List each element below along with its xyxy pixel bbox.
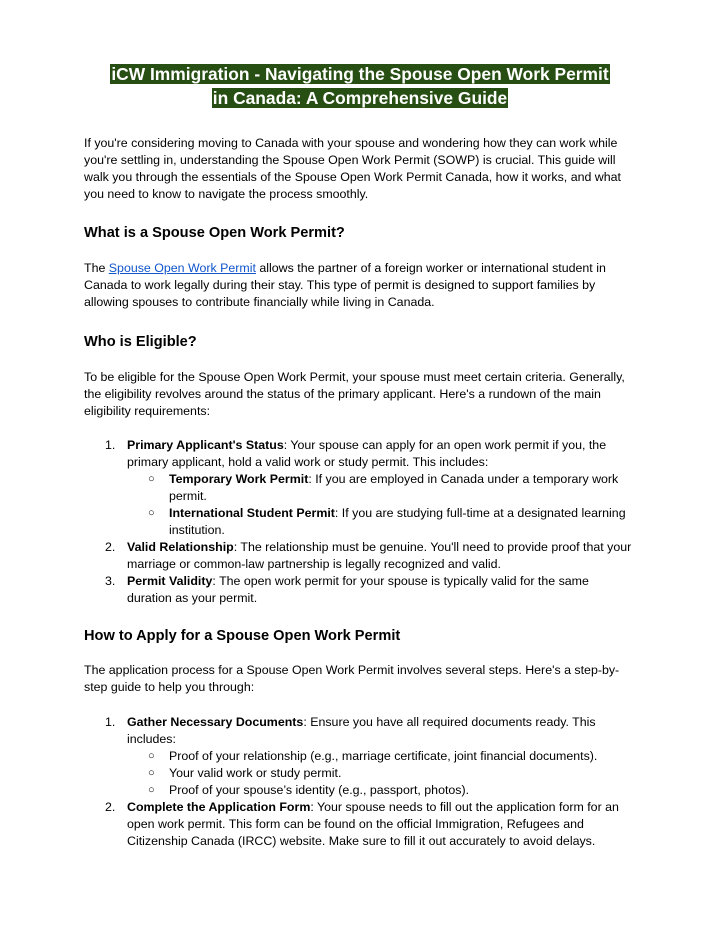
circle-bullet-icon: ○ <box>148 784 155 796</box>
sub-item-label: International Student Permit <box>169 506 335 520</box>
sub-list-item <box>127 471 636 505</box>
sub-list <box>127 748 636 799</box>
what-text-after: allows the partner of a foreign worker or international student in Canada to work legally during their stay. This type of permit is designed to support families by allowing spouses to contribute financially while living in Canada. <box>84 261 606 309</box>
list-number: 2. <box>105 540 116 554</box>
circle-bullet-icon: ○ <box>148 750 155 762</box>
list-item <box>84 539 636 573</box>
sub-list-item <box>127 748 636 765</box>
list-item <box>84 714 636 799</box>
sub-item-text: : If you are studying full-time at a designated learning institution. <box>169 506 626 537</box>
item-label: Primary Applicant's Status <box>127 438 284 452</box>
item-label: Gather Necessary Documents <box>127 715 304 729</box>
list-number: 2. <box>105 800 116 814</box>
sowp-link[interactable]: Spouse Open Work Permit <box>108 261 256 275</box>
list-number: 3. <box>105 574 116 588</box>
what-text-before: The <box>84 261 109 275</box>
item-text: : The open work permit for your spouse is typically valid for the same duration as your permit. <box>127 574 589 605</box>
item-text: : The relationship must be genuine. You'll need to provide proof that your marriage or common-law partnership is legally recognized and valid. <box>127 540 632 571</box>
item-text: : Your spouse needs to fill out the application form for an open work permit. This form can be found on the official Immigration, Refugees and Citizenship Canada (IRCC) website. Make sure to fill it out accurately to avoid delays. <box>127 800 619 848</box>
item-label: Valid Relationship <box>127 540 234 554</box>
intro-paragraph: If you're considering moving to Canada with your spouse and wondering how they can work while you're settling in, understanding the Spouse Open Work Permit (SOWP) is crucial. This guide will walk you through the essentials of the Spouse Open Work Permit Canada, how it works, and what you need to know to navigate the process smoothly. <box>84 136 621 201</box>
title-line-1: iCW Immigration - Navigating the Spouse Open Work Permit <box>111 64 609 84</box>
sub-item-label: Temporary Work Permit <box>169 472 309 486</box>
heading-how-to-apply: How to Apply for a Spouse Open Work Permit <box>84 628 401 644</box>
item-text: : Ensure you have all required documents ready. This includes: <box>127 715 596 746</box>
list-number: 1. <box>105 715 116 729</box>
heading-what-is-sowp: What is a Spouse Open Work Permit? <box>84 225 345 241</box>
sub-item-text: Your valid work or study permit. <box>169 766 342 780</box>
page-title <box>84 62 636 110</box>
sub-item-text: Proof of your spouse’s identity (e.g., passport, photos). <box>169 783 470 797</box>
circle-bullet-icon: ○ <box>148 507 155 519</box>
circle-bullet-icon: ○ <box>148 767 155 779</box>
eligibility-list <box>84 437 636 607</box>
sub-list-item <box>127 765 636 782</box>
sub-item-text: : If you are employed in Canada under a temporary work permit. <box>169 472 619 503</box>
item-text: : Your spouse can apply for an open work permit if you, the primary applicant, hold a valid work or study permit. This includes: <box>127 438 607 469</box>
list-item <box>84 799 636 850</box>
document-page <box>84 62 636 850</box>
how-paragraph: The application process for a Spouse Open Work Permit involves several steps. Here's a step-by-step guide to help you through: <box>84 663 620 694</box>
list-item <box>84 437 636 539</box>
heading-who-is-eligible: Who is Eligible? <box>84 334 197 350</box>
sub-list <box>127 471 636 539</box>
what-paragraph <box>84 260 636 311</box>
list-number: 1. <box>105 438 116 452</box>
title-line-2: in Canada: A Comprehensive Guide <box>212 88 508 108</box>
who-paragraph: To be eligible for the Spouse Open Work Permit, your spouse must meet certain criteria. Generally, the eligibility revolves around the status of the primary applicant. Here's a rundown of the main eligibility requirements: <box>84 370 625 418</box>
sub-list-item <box>127 782 636 799</box>
list-item <box>84 573 636 607</box>
application-steps-list <box>84 714 636 850</box>
item-label: Permit Validity <box>127 574 213 588</box>
sub-item-text: Proof of your relationship (e.g., marriage certificate, joint financial documents). <box>169 749 598 763</box>
circle-bullet-icon: ○ <box>148 473 155 485</box>
item-label: Complete the Application Form <box>127 800 311 814</box>
sub-list-item <box>127 505 636 539</box>
